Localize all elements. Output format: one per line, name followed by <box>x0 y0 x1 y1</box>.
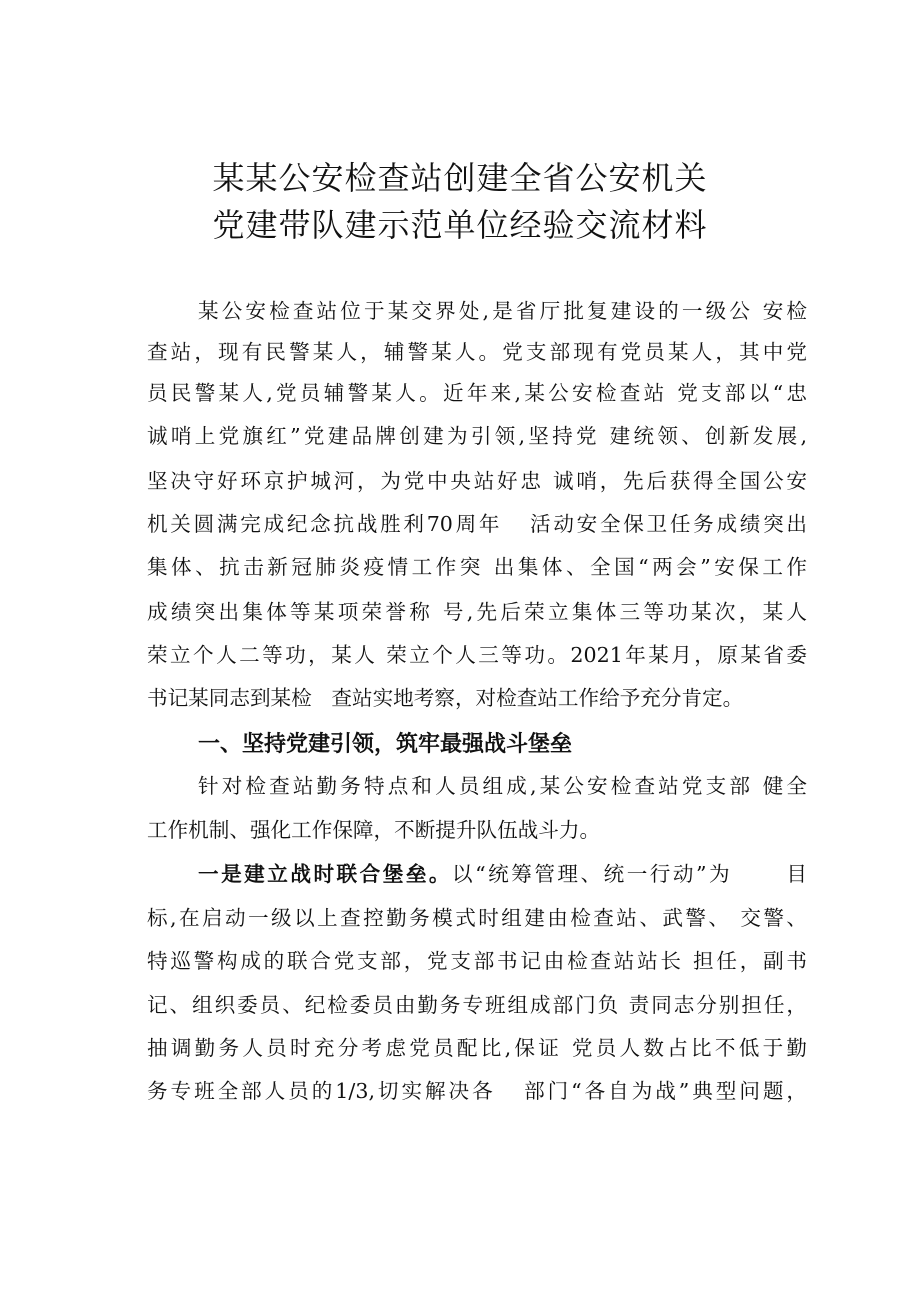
paragraph-3-lead: 一是建立战时联合堡垒。 <box>198 862 453 886</box>
paragraph-1-line-10: 书记某同志到某检 查站实地考察，对检查站工作给予充分肯定。 <box>147 686 744 710</box>
paragraph-2-line-1: 针对检查站勤务特点和人员组成,某公安检查站党支部 健全 <box>198 774 807 798</box>
paragraph-1-line-8: 成绩突出集体等某项荣誉称 号,先后荣立集体三等功某次，某人 <box>147 600 807 624</box>
paragraph-1-line-9: 荣立个人二等功，某人 荣立个人三等功。2021年某月，原某省委 <box>147 643 807 667</box>
paragraph-1-line-2: 查站，现有民警某人，辅警某人。党支部现有党员某人，其中党 <box>147 340 807 364</box>
paragraph-1-line-5: 坚决守好环京护城河，为党中央站好忠 诚哨，先后获得全国公安 <box>147 469 807 493</box>
paragraph-3-line-4: 记、组织委员、纪检委员由勤务专班组成部门负 责同志分别担任， <box>147 993 807 1017</box>
paragraph-1-line-1: 某公安检查站位于某交界处,是省厅批复建设的一级公 安检 <box>198 299 807 323</box>
document-title-line-2: 党建带队建示范单位经验交流材料 <box>212 206 708 244</box>
paragraph-3-line-1 <box>198 859 807 889</box>
paragraph-1-line-4: 诚哨上党旗红”党建品牌创建为引领,坚持党 建统领、创新发展, <box>147 424 807 448</box>
paragraph-3-line-3: 特巡警构成的联合党支部，党支部书记由检查站站长 担任，副书 <box>147 949 807 973</box>
paragraph-1-line-3: 员民警某人,党员辅警某人。近年来,某公安检查站 党支部以“忠 <box>147 381 807 405</box>
section-1-heading: 一、坚持党建引领，筑牢最强战斗堡垒 <box>198 732 573 757</box>
paragraph-1-line-6: 机关圆满完成纪念抗战胜利70周年 活动安全保卫任务成绩突出 <box>147 512 807 536</box>
paragraph-3-line-6: 务专班全部人员的1/3,切实解决各 部门“各自为战”典型问题， <box>147 1079 807 1103</box>
paragraph-3-line-5: 抽调勤务人员时充分考虑党员配比,保证 党员人数占比不低于勤 <box>147 1036 807 1060</box>
paragraph-1-line-7: 集体、抗击新冠肺炎疫情工作突 出集体、全国“两会”安保工作 <box>147 555 807 579</box>
paragraph-2-line-2: 工作机制、强化工作保障，不断提升队伍战斗力。 <box>147 818 601 842</box>
paragraph-3-line-2: 标,在启动一级以上查控勤务模式时组建由检查站、武警、 交警、 <box>147 906 807 930</box>
paragraph-3-lead-rest: 以“统筹管理、统一行动”为 目 <box>452 862 807 886</box>
document-title-line-1: 某某公安检查站创建全省公安机关 <box>212 159 708 197</box>
